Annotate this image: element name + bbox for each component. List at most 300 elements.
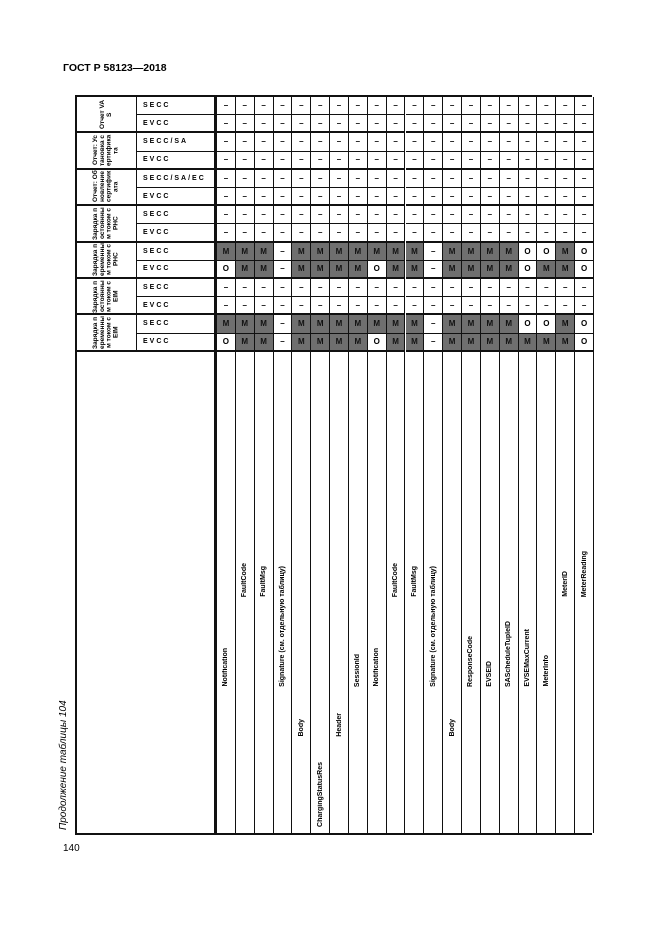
requirements-table <box>75 95 592 835</box>
element-name-cell <box>274 352 293 833</box>
role-label: EVCC <box>137 297 217 315</box>
group-label-text: Зарядка постоянным током с РНС <box>91 207 120 240</box>
value-cell: – <box>217 133 236 151</box>
value-cell: – <box>255 170 274 188</box>
role-label: SECC <box>137 315 217 333</box>
value-cell: – <box>255 115 274 133</box>
value-cell: – <box>368 206 387 224</box>
value-cell: – <box>330 188 349 206</box>
value-cell: – <box>217 224 236 242</box>
value-cell: – <box>481 279 500 297</box>
value-cell: – <box>387 206 406 224</box>
value-cell: – <box>406 97 425 115</box>
element-name-cell <box>443 352 462 833</box>
value-cell: – <box>443 188 462 206</box>
value-cell: – <box>349 279 368 297</box>
value-cell: M <box>500 261 519 279</box>
table-continuation-caption: Продолжение таблицы 104 <box>58 700 69 830</box>
value-cell: – <box>368 115 387 133</box>
value-cell: – <box>330 97 349 115</box>
value-cell: – <box>462 152 481 170</box>
value-cell: – <box>500 133 519 151</box>
value-cell: M <box>537 334 556 352</box>
value-cell: – <box>424 279 443 297</box>
value-cell: – <box>519 206 538 224</box>
element-name: EVSEMaxCurrent <box>524 629 532 687</box>
value-cell: – <box>274 261 293 279</box>
value-cell: – <box>387 133 406 151</box>
value-cell: – <box>406 224 425 242</box>
value-cell: – <box>556 170 575 188</box>
value-cell: – <box>387 170 406 188</box>
value-cell: – <box>443 97 462 115</box>
value-cell: – <box>387 297 406 315</box>
value-cell: O <box>575 261 594 279</box>
element-name-cell <box>387 352 406 833</box>
value-cell: – <box>236 170 255 188</box>
value-cell: – <box>292 297 311 315</box>
value-cell: – <box>349 152 368 170</box>
value-cell: O <box>575 334 594 352</box>
value-cell: – <box>274 170 293 188</box>
value-cell: – <box>424 188 443 206</box>
value-cell: M <box>236 261 255 279</box>
value-cell: – <box>519 133 538 151</box>
value-cell: – <box>217 97 236 115</box>
value-cell: – <box>424 133 443 151</box>
value-cell: O <box>519 315 538 333</box>
value-cell: M <box>519 334 538 352</box>
value-cell: – <box>368 188 387 206</box>
value-cell: – <box>575 152 594 170</box>
element-name: MeterInfo <box>542 655 550 687</box>
value-cell: O <box>537 315 556 333</box>
value-cell: – <box>255 297 274 315</box>
element-name-cell <box>292 352 311 833</box>
value-cell: – <box>274 279 293 297</box>
value-cell: – <box>537 170 556 188</box>
value-cell: – <box>349 224 368 242</box>
value-cell: M <box>481 334 500 352</box>
value-cell: – <box>255 97 274 115</box>
value-cell: – <box>575 188 594 206</box>
value-cell: M <box>462 261 481 279</box>
value-cell: – <box>462 279 481 297</box>
value-cell: – <box>217 188 236 206</box>
value-cell: – <box>500 206 519 224</box>
value-cell: – <box>368 297 387 315</box>
value-cell: – <box>443 224 462 242</box>
value-cell: – <box>424 97 443 115</box>
value-cell: – <box>575 224 594 242</box>
value-cell: – <box>406 152 425 170</box>
value-cell: M <box>330 315 349 333</box>
value-cell: – <box>500 188 519 206</box>
value-cell: – <box>424 152 443 170</box>
value-cell: – <box>537 224 556 242</box>
value-cell: – <box>500 279 519 297</box>
value-cell: O <box>537 243 556 261</box>
value-cell: M <box>311 243 330 261</box>
value-cell: – <box>236 133 255 151</box>
value-cell: – <box>424 334 443 352</box>
value-cell: – <box>255 152 274 170</box>
value-cell: – <box>537 152 556 170</box>
value-cell: – <box>311 97 330 115</box>
value-cell: M <box>255 334 274 352</box>
value-cell: – <box>424 297 443 315</box>
value-cell: M <box>443 261 462 279</box>
element-name: Header <box>335 713 343 737</box>
value-cell: – <box>236 152 255 170</box>
value-cell: – <box>556 224 575 242</box>
value-cell: – <box>368 97 387 115</box>
value-cell: – <box>481 188 500 206</box>
group-label <box>77 133 137 169</box>
value-cell: – <box>236 115 255 133</box>
value-cell: – <box>311 152 330 170</box>
value-cell: – <box>330 224 349 242</box>
value-cell: – <box>292 115 311 133</box>
value-cell: M <box>500 243 519 261</box>
value-cell: – <box>556 97 575 115</box>
element-name: EVSEID <box>486 661 494 687</box>
value-cell: – <box>556 133 575 151</box>
value-cell: – <box>311 188 330 206</box>
element-name-cell <box>406 352 425 833</box>
role-label: EVCC <box>137 115 217 133</box>
value-cell: – <box>443 297 462 315</box>
value-cell: – <box>274 315 293 333</box>
element-name-cell <box>424 352 443 833</box>
value-cell: M <box>387 315 406 333</box>
value-cell: O <box>217 334 236 352</box>
group-label-text: Отчет: Установка сертификата <box>91 134 120 167</box>
value-cell: – <box>481 170 500 188</box>
value-cell: O <box>519 261 538 279</box>
value-cell: – <box>236 206 255 224</box>
value-cell: – <box>519 188 538 206</box>
value-cell: M <box>217 243 236 261</box>
value-cell: M <box>368 243 387 261</box>
value-cell: – <box>406 188 425 206</box>
value-cell: M <box>236 243 255 261</box>
value-cell: – <box>462 170 481 188</box>
element-name-cell <box>500 352 519 833</box>
value-cell: O <box>217 261 236 279</box>
value-cell: M <box>500 315 519 333</box>
element-name: SAScheduleTupleID <box>505 620 513 687</box>
group-label <box>77 206 137 242</box>
value-cell: – <box>255 206 274 224</box>
element-name-cell <box>349 352 368 833</box>
value-cell: – <box>462 206 481 224</box>
value-cell: – <box>274 152 293 170</box>
element-name-cell <box>462 352 481 833</box>
value-cell: – <box>292 152 311 170</box>
value-cell: – <box>217 279 236 297</box>
group-label-text: Зарядка переменным током с EIM <box>91 316 120 350</box>
value-cell: – <box>575 133 594 151</box>
group-label-text: Отчет VAS <box>98 99 113 129</box>
element-name: FaultMsg <box>410 566 418 597</box>
value-cell: – <box>537 133 556 151</box>
value-cell: – <box>292 133 311 151</box>
value-cell: – <box>537 297 556 315</box>
value-cell: – <box>406 133 425 151</box>
value-cell: – <box>349 170 368 188</box>
value-cell: M <box>236 334 255 352</box>
value-cell: O <box>519 243 538 261</box>
element-name: Signature (см. отдельную таблицу) <box>429 566 437 687</box>
value-cell: – <box>519 297 538 315</box>
element-name: Body <box>448 719 456 737</box>
value-cell: – <box>443 152 462 170</box>
value-cell: M <box>387 243 406 261</box>
value-cell: – <box>500 170 519 188</box>
element-name-cell <box>311 352 330 833</box>
value-cell: M <box>481 261 500 279</box>
role-label: SECC <box>137 97 217 115</box>
value-cell: M <box>255 261 274 279</box>
value-cell: M <box>236 315 255 333</box>
value-cell: – <box>537 115 556 133</box>
group-label <box>77 315 137 351</box>
value-cell: – <box>387 115 406 133</box>
value-cell: M <box>292 334 311 352</box>
value-cell: – <box>500 97 519 115</box>
value-cell: – <box>500 115 519 133</box>
value-cell: – <box>443 279 462 297</box>
value-cell: M <box>462 334 481 352</box>
value-cell: M <box>462 243 481 261</box>
value-cell: M <box>481 243 500 261</box>
value-cell: – <box>292 170 311 188</box>
value-cell: – <box>311 115 330 133</box>
value-cell: – <box>311 224 330 242</box>
value-cell: – <box>556 152 575 170</box>
element-name: Body <box>297 719 305 737</box>
value-cell: – <box>500 224 519 242</box>
value-cell: – <box>387 152 406 170</box>
value-cell: – <box>255 133 274 151</box>
value-cell: – <box>274 206 293 224</box>
value-cell: – <box>387 97 406 115</box>
element-name: FaultMsg <box>260 566 268 597</box>
value-cell: – <box>424 206 443 224</box>
role-label: EVCC <box>137 152 217 170</box>
value-cell: – <box>462 133 481 151</box>
value-cell: M <box>292 243 311 261</box>
value-cell: – <box>274 115 293 133</box>
group-label-text: Отчет: Обновление сертификата <box>91 171 120 203</box>
value-cell: M <box>311 334 330 352</box>
value-cell: M <box>255 243 274 261</box>
value-cell: M <box>330 261 349 279</box>
value-cell: O <box>575 243 594 261</box>
element-name-cell <box>255 352 274 833</box>
value-cell: – <box>292 279 311 297</box>
value-cell: – <box>274 188 293 206</box>
value-cell: – <box>519 115 538 133</box>
value-cell: M <box>349 334 368 352</box>
value-cell: – <box>443 133 462 151</box>
value-cell: – <box>519 170 538 188</box>
value-cell: – <box>519 97 538 115</box>
value-cell: – <box>236 97 255 115</box>
value-cell: – <box>575 97 594 115</box>
value-cell: M <box>443 334 462 352</box>
value-cell: – <box>424 224 443 242</box>
role-label: EVCC <box>137 224 217 242</box>
value-cell: – <box>236 279 255 297</box>
element-name-cell <box>519 352 538 833</box>
value-cell: – <box>481 206 500 224</box>
element-name: Notification <box>222 648 230 687</box>
value-cell: M <box>349 243 368 261</box>
value-cell: M <box>311 315 330 333</box>
value-cell: – <box>481 152 500 170</box>
value-cell: M <box>217 315 236 333</box>
document-title: ГОСТ Р 58123—2018 <box>63 62 167 74</box>
value-cell: M <box>406 261 425 279</box>
element-name-cell <box>481 352 500 833</box>
element-name: ChargingStatusRes <box>316 762 324 827</box>
value-cell: M <box>443 315 462 333</box>
value-cell: – <box>556 188 575 206</box>
value-cell: – <box>500 297 519 315</box>
value-cell: – <box>481 297 500 315</box>
value-cell: – <box>330 152 349 170</box>
value-cell: – <box>519 224 538 242</box>
group-label <box>77 279 137 315</box>
role-label: SECC <box>137 206 217 224</box>
value-cell: – <box>537 279 556 297</box>
value-cell: M <box>481 315 500 333</box>
value-cell: – <box>575 170 594 188</box>
value-cell: – <box>349 188 368 206</box>
group-label <box>77 97 137 133</box>
value-cell: – <box>274 297 293 315</box>
value-cell: – <box>330 115 349 133</box>
value-cell: – <box>424 261 443 279</box>
role-label: EVCC <box>137 188 217 206</box>
value-cell: M <box>406 243 425 261</box>
value-cell: – <box>556 115 575 133</box>
value-cell: – <box>292 224 311 242</box>
value-cell: – <box>311 297 330 315</box>
value-cell: – <box>406 206 425 224</box>
name-header-cell <box>77 352 217 833</box>
value-cell: – <box>311 133 330 151</box>
value-cell: – <box>311 170 330 188</box>
element-name-cell <box>330 352 349 833</box>
value-cell: – <box>368 133 387 151</box>
value-cell: – <box>462 297 481 315</box>
role-label: SECC/SA/EC <box>137 170 217 188</box>
value-cell: O <box>368 261 387 279</box>
value-cell: – <box>406 279 425 297</box>
value-cell: – <box>311 206 330 224</box>
value-cell: – <box>236 297 255 315</box>
value-cell: – <box>575 115 594 133</box>
role-label: SECC <box>137 279 217 297</box>
value-cell: M <box>500 334 519 352</box>
value-cell: – <box>519 279 538 297</box>
value-cell: M <box>556 334 575 352</box>
value-cell: – <box>387 188 406 206</box>
value-cell: M <box>349 315 368 333</box>
value-cell: M <box>443 243 462 261</box>
value-cell: – <box>443 170 462 188</box>
value-cell: – <box>406 115 425 133</box>
value-cell: – <box>481 133 500 151</box>
value-cell: – <box>236 224 255 242</box>
element-name: SessionId <box>354 653 362 687</box>
value-cell: O <box>575 315 594 333</box>
role-label: EVCC <box>137 261 217 279</box>
value-cell: – <box>556 297 575 315</box>
element-name-cell <box>368 352 387 833</box>
group-label-text: Зарядка переменным током с РНС <box>91 243 120 277</box>
role-label: SECC/SA <box>137 133 217 151</box>
element-name-cell <box>556 352 575 833</box>
value-cell: – <box>481 115 500 133</box>
element-name: FaultCode <box>392 562 400 597</box>
value-cell: – <box>217 115 236 133</box>
value-cell: – <box>274 243 293 261</box>
value-cell: – <box>556 279 575 297</box>
value-cell: – <box>236 188 255 206</box>
value-cell: – <box>292 206 311 224</box>
group-label-text: Зарядка постоянным током с EIM <box>91 280 120 313</box>
element-name-cell <box>575 352 594 833</box>
value-cell: – <box>368 170 387 188</box>
value-cell: – <box>575 279 594 297</box>
value-cell: – <box>330 133 349 151</box>
value-cell: – <box>330 206 349 224</box>
value-cell: – <box>537 97 556 115</box>
page-number: 140 <box>63 843 80 854</box>
value-cell: – <box>255 279 274 297</box>
element-name-cell <box>236 352 255 833</box>
element-name: MeterReading <box>580 550 588 597</box>
value-cell: O <box>368 334 387 352</box>
value-cell: – <box>519 152 538 170</box>
value-cell: M <box>311 261 330 279</box>
value-cell: – <box>406 170 425 188</box>
value-cell: – <box>292 188 311 206</box>
value-cell: – <box>330 297 349 315</box>
value-cell: M <box>387 261 406 279</box>
value-cell: – <box>311 279 330 297</box>
value-cell: – <box>500 152 519 170</box>
value-cell: M <box>556 315 575 333</box>
value-cell: – <box>424 315 443 333</box>
value-cell: – <box>481 97 500 115</box>
value-cell: M <box>406 315 425 333</box>
value-cell: – <box>387 224 406 242</box>
value-cell: – <box>575 206 594 224</box>
element-name: Signature (см. отдельную таблицу) <box>278 566 286 687</box>
element-name: Notification <box>373 648 381 687</box>
value-cell: – <box>349 297 368 315</box>
value-cell: – <box>462 115 481 133</box>
element-name-cell <box>537 352 556 833</box>
value-cell: M <box>556 261 575 279</box>
value-cell: M <box>349 261 368 279</box>
value-cell: M <box>292 261 311 279</box>
